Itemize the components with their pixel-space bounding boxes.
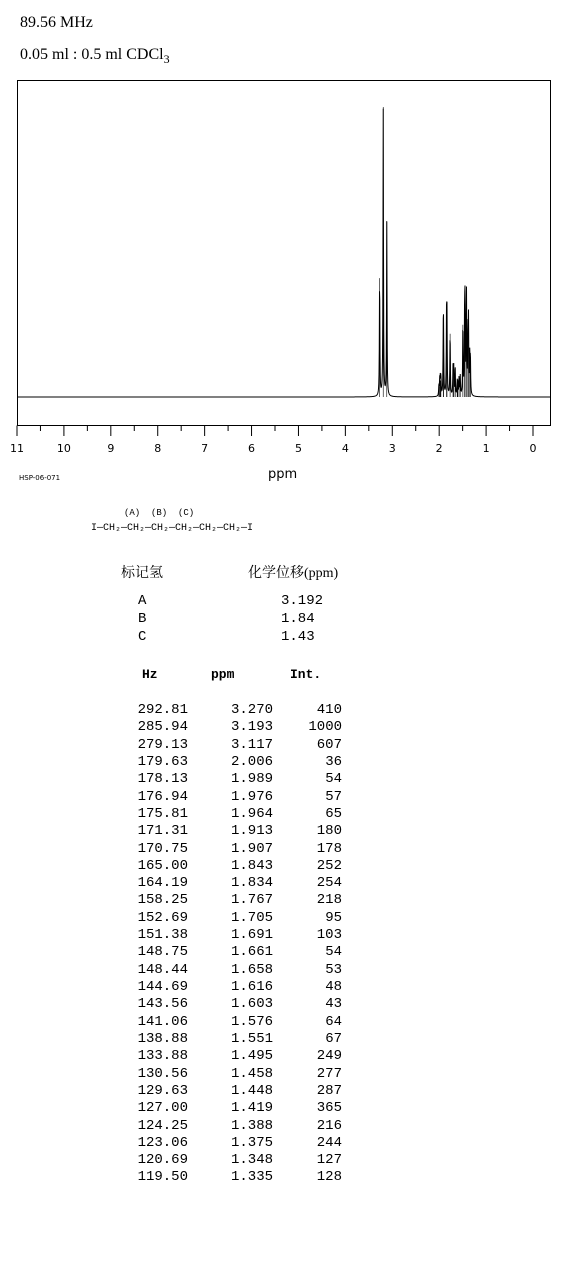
peak-intensity: 252	[316, 857, 342, 874]
peak-hz: 178.13	[137, 771, 188, 788]
spectrometer-frequency: 89.56 MHz	[20, 14, 93, 31]
peak-intensity: 103	[316, 927, 342, 944]
x-tick-label: 10	[56, 442, 71, 455]
peak-markers	[380, 107, 471, 397]
assignment-label: C	[138, 629, 147, 645]
x-tick-label: 5	[294, 442, 302, 455]
x-tick-label: 8	[154, 442, 162, 455]
x-tick-label: 1	[482, 442, 490, 455]
peak-ppm: 1.448	[230, 1082, 273, 1099]
peak-ppm: 1.989	[230, 771, 273, 788]
peak-hz: 129.63	[137, 1082, 188, 1099]
peak-hz: 165.00	[137, 857, 188, 874]
peak-hz: 130.56	[137, 1065, 188, 1082]
peak-ppm: 1.767	[230, 892, 273, 909]
peak-ppm: 1.335	[230, 1169, 273, 1186]
peak-hz: 119.50	[137, 1169, 188, 1186]
peak-ppm: 1.705	[230, 909, 273, 926]
peak-intensity: 54	[325, 944, 342, 961]
peak-intensity: 410	[316, 702, 342, 718]
peak-ppm: 1.603	[230, 996, 273, 1013]
x-tick-label: 3	[388, 442, 396, 455]
peak-hz: 144.69	[137, 979, 188, 995]
peak-intensity: 249	[316, 1048, 342, 1065]
peak-ppm: 1.913	[230, 823, 273, 840]
x-tick-label: 6	[248, 442, 256, 455]
peak-ppm: 2.006	[230, 753, 273, 770]
peak-hz: 285.94	[137, 719, 188, 736]
peak-intensity: 67	[325, 1030, 342, 1047]
x-tick-label: 4	[341, 442, 349, 455]
peak-hz: 124.25	[137, 1117, 188, 1134]
peak-intensity: 43	[325, 996, 342, 1013]
header-hz: Hz	[142, 667, 158, 682]
peak-ppm: 1.388	[230, 1117, 273, 1134]
peak-hz: 158.25	[137, 892, 188, 909]
peak-hz: 120.69	[137, 1152, 188, 1169]
assignment-shift: 3.192	[281, 593, 324, 609]
peak-intensity: 180	[316, 823, 342, 840]
peak-hz: 176.94	[137, 788, 188, 805]
peak-intensity: 277	[316, 1065, 342, 1082]
peak-hz: 141.06	[137, 1013, 188, 1030]
peak-ppm: 1.419	[230, 1100, 273, 1117]
peak-hz: 151.38	[137, 927, 188, 944]
spectrum-trace	[17, 109, 550, 397]
peak-intensity: 95	[325, 909, 342, 926]
x-tick-label: 2	[435, 442, 443, 455]
peak-intensity: 178	[316, 840, 342, 857]
header-int: Int.	[290, 667, 322, 682]
x-tick-label: 0	[529, 442, 537, 455]
assignment-label: A	[138, 593, 147, 609]
peak-ppm: 3.193	[230, 719, 273, 736]
assignment-label: B	[138, 611, 147, 627]
peak-hz: 171.31	[137, 823, 188, 840]
peak-intensity: 53	[325, 961, 342, 978]
peak-intensity: 128	[316, 1169, 342, 1186]
peak-ppm: 1.495	[230, 1048, 273, 1065]
peak-ppm: 3.117	[230, 736, 273, 753]
x-tick-label: 11	[10, 442, 24, 455]
peak-intensity: 607	[316, 736, 342, 753]
assignment-shift-header: 化学位移(ppm)	[248, 566, 339, 581]
peak-ppm: 1.661	[230, 944, 273, 961]
peak-intensity: 64	[325, 1013, 342, 1030]
peak-ppm: 1.458	[230, 1065, 273, 1082]
peak-ppm: 1.551	[230, 1030, 273, 1047]
assignment-label-header: 标记氢	[121, 566, 163, 581]
peak-ppm: 1.616	[230, 979, 273, 995]
peak-intensity: 65	[325, 805, 342, 822]
nmr-spectrum-chart	[0, 0, 570, 460]
peak-intensity: 218	[316, 892, 342, 909]
peak-intensity: 48	[325, 979, 342, 995]
peak-hz: 127.00	[137, 1100, 188, 1117]
peak-hz: 292.81	[137, 702, 188, 718]
peak-hz: 170.75	[137, 840, 188, 857]
peak-intensity: 254	[316, 875, 342, 892]
peak-hz: 279.13	[137, 736, 188, 753]
assignment-shift: 1.43	[281, 629, 315, 645]
peak-ppm: 1.843	[230, 857, 273, 874]
peak-hz: 175.81	[137, 805, 188, 822]
peak-intensity: 36	[325, 753, 342, 770]
assignment-shift: 1.84	[281, 611, 315, 627]
peak-ppm: 1.907	[230, 840, 273, 857]
peak-ppm: 1.691	[230, 927, 273, 944]
peak-intensity: 365	[316, 1100, 342, 1117]
peak-hz: 138.88	[137, 1030, 188, 1047]
peak-hz: 133.88	[137, 1048, 188, 1065]
peak-ppm: 3.270	[230, 702, 273, 718]
peak-ppm: 1.375	[230, 1134, 273, 1151]
x-tick-label: 7	[201, 442, 209, 455]
peak-hz: 164.19	[137, 875, 188, 892]
peak-hz: 152.69	[137, 909, 188, 926]
solvent-text: 0.05 ml : 0.5 ml CDCl	[20, 46, 164, 63]
x-tick-label: 9	[107, 442, 115, 455]
x-axis-ticks	[17, 426, 533, 437]
peak-intensity: 287	[316, 1082, 342, 1099]
peak-intensity: 216	[316, 1117, 342, 1134]
peak-intensity: 127	[316, 1152, 342, 1169]
peak-ppm: 1.576	[230, 1013, 273, 1030]
peak-hz: 148.75	[137, 944, 188, 961]
peak-ppm: 1.834	[230, 875, 273, 892]
spectrum-code: HSP-06-071	[19, 474, 61, 482]
peak-hz: 179.63	[137, 753, 188, 770]
structure-group-labels: (A) (B) (C)	[124, 508, 195, 518]
x-axis-label: ppm	[268, 467, 298, 482]
solvent-subscript: 3	[163, 52, 170, 67]
peak-intensity: 57	[325, 788, 342, 805]
peak-ppm: 1.976	[230, 788, 273, 805]
peak-hz: 148.44	[137, 961, 188, 978]
header-ppm: ppm	[211, 667, 235, 682]
x-axis-tick-labels	[10, 442, 537, 455]
peak-ppm: 1.658	[230, 961, 273, 978]
peak-intensity: 244	[316, 1134, 342, 1151]
structure-formula: I—CH₂—CH₂—CH₂—CH₂—CH₂—CH₂—I	[91, 523, 254, 534]
peak-ppm: 1.964	[230, 805, 273, 822]
peak-ppm: 1.348	[230, 1152, 273, 1169]
peak-hz: 123.06	[137, 1134, 188, 1151]
peak-intensity: 1000	[308, 719, 342, 736]
peak-intensity: 54	[325, 771, 342, 788]
peak-hz: 143.56	[137, 996, 188, 1013]
